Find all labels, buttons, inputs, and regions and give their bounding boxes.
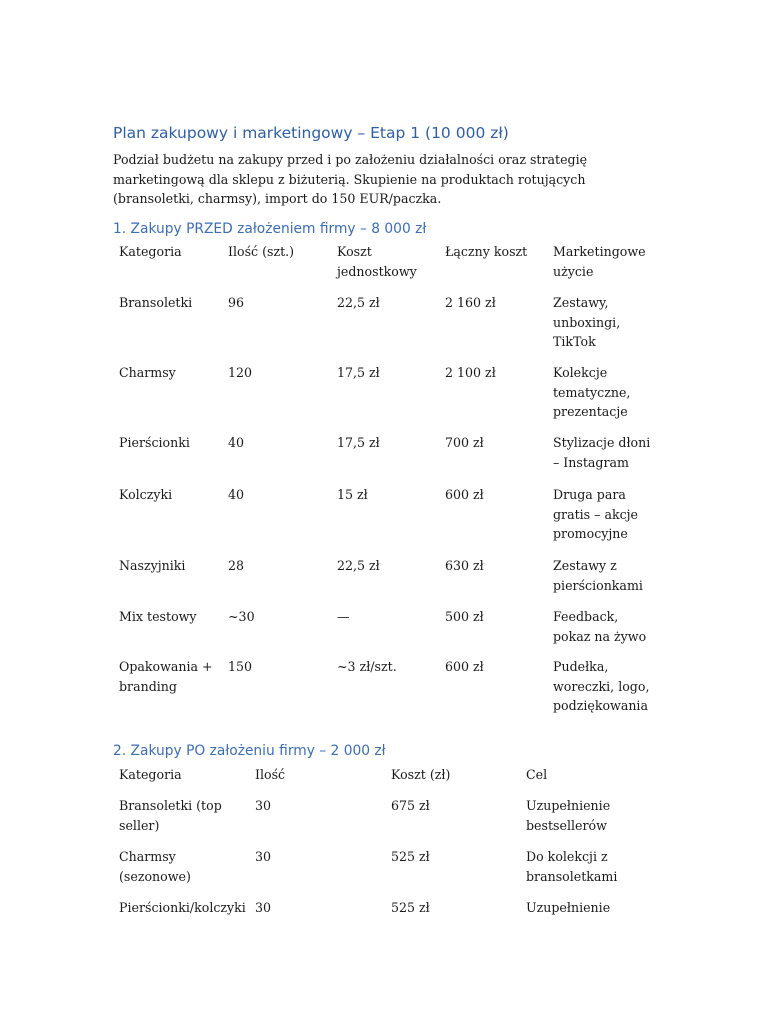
section2-header-cell: Kategoria <box>119 767 182 782</box>
section1-table-cell: 96 <box>228 295 245 310</box>
section1-heading: 1. Zakupy PRZED założeniem firmy – 8 000 zł <box>113 221 427 237</box>
section1-table-cell: Zestawy z pierścionkami <box>553 558 643 593</box>
section1-table-cell: Kolczyki <box>119 487 173 502</box>
section1-table-cell: Mix testowy <box>119 609 197 624</box>
section2-header-cell: Ilość <box>255 767 286 782</box>
section1-table-cell: Druga para gratis – akcje promocyjne <box>553 487 638 541</box>
section1-table-cell: Bransoletki <box>119 295 193 310</box>
section1-table-cell: Charmsy <box>119 365 176 380</box>
section1-header-cell: Ilość (szt.) <box>228 244 295 259</box>
section1-table-cell: 22,5 zł <box>337 558 380 573</box>
section2-table-cell: 30 <box>255 849 272 864</box>
section2-table-cell: 675 zł <box>391 798 430 813</box>
section1-table-cell: 40 <box>228 487 245 502</box>
section1-table-cell: 40 <box>228 435 245 450</box>
intro-paragraph: Podział budżetu na zakupy przed i po założeniu działalności oraz strategię marketingową dla sklepu z biżuterią. Skupienie na produktach rotujących (bransoletki, charmsy), import do 150 EUR/paczka. <box>113 152 588 206</box>
section1-table-cell: 120 <box>228 365 253 380</box>
section1-table-cell: 630 zł <box>445 558 484 573</box>
section1-table-cell: 17,5 zł <box>337 365 380 380</box>
section1-table-cell: Pierścionki <box>119 435 190 450</box>
section2-table-cell: 30 <box>255 798 272 813</box>
section1-header-cell: Łączny koszt <box>445 244 528 259</box>
section2-table-cell: Do kolekcji z bransoletkami <box>526 849 618 884</box>
section1-table-cell: 2 160 zł <box>445 295 496 310</box>
section2-table-cell: Uzupełnienie <box>526 900 611 915</box>
section1-table-cell: 15 zł <box>337 487 368 502</box>
section1-table-cell: Naszyjniki <box>119 558 186 573</box>
section1-header-cell: Marketingowe użycie <box>553 244 646 279</box>
section1-table-cell: 28 <box>228 558 245 573</box>
section1-table-cell: 500 zł <box>445 609 484 624</box>
section1-table-cell: 600 zł <box>445 659 484 674</box>
section2-table-cell: 525 zł <box>391 849 430 864</box>
section1-table-cell: 600 zł <box>445 487 484 502</box>
section1-table-cell: Pudełka, woreczki, logo, podziękowania <box>553 659 650 713</box>
section1-table-cell: 150 <box>228 659 253 674</box>
section2-heading: 2. Zakupy PO założeniu firmy – 2 000 zł <box>113 743 386 759</box>
section2-table-cell: Pierścionki/kolczyki <box>119 900 246 915</box>
section1-table-cell: 17,5 zł <box>337 435 380 450</box>
section2-table-cell: Bransoletki (top seller) <box>119 798 222 833</box>
section1-header-cell: Kategoria <box>119 244 182 259</box>
section1-header-cell: Koszt jednostkowy <box>337 244 417 279</box>
section1-table-cell: ~3 zł/szt. <box>337 659 397 674</box>
section1-table-cell: 2 100 zł <box>445 365 496 380</box>
section1-table-cell: 700 zł <box>445 435 484 450</box>
section1-table-cell: — <box>337 609 350 624</box>
section1-table-cell: Opakowania + branding <box>119 659 213 694</box>
section1-table-cell: Kolekcje tematyczne, prezentacje <box>553 365 631 419</box>
section2-table-cell: 30 <box>255 900 272 915</box>
section2-header-cell: Cel <box>526 767 548 782</box>
section2-table-cell: Uzupełnienie bestsellerów <box>526 798 611 833</box>
page-title: Plan zakupowy i marketingowy – Etap 1 (10 000 zł) <box>113 124 509 142</box>
section2-table-cell: 525 zł <box>391 900 430 915</box>
section2-table-cell: Charmsy (sezonowe) <box>119 849 191 884</box>
section1-table-cell: Zestawy, unboxingi, TikTok <box>553 295 621 349</box>
section1-table-cell: 22,5 zł <box>337 295 380 310</box>
section1-table-cell: Stylizacje dłoni – Instagram <box>553 435 651 470</box>
section1-table-cell: Feedback, pokaz na żywo <box>553 609 647 644</box>
section2-header-cell: Koszt (zł) <box>391 767 451 782</box>
section1-table-cell: ~30 <box>228 609 255 624</box>
